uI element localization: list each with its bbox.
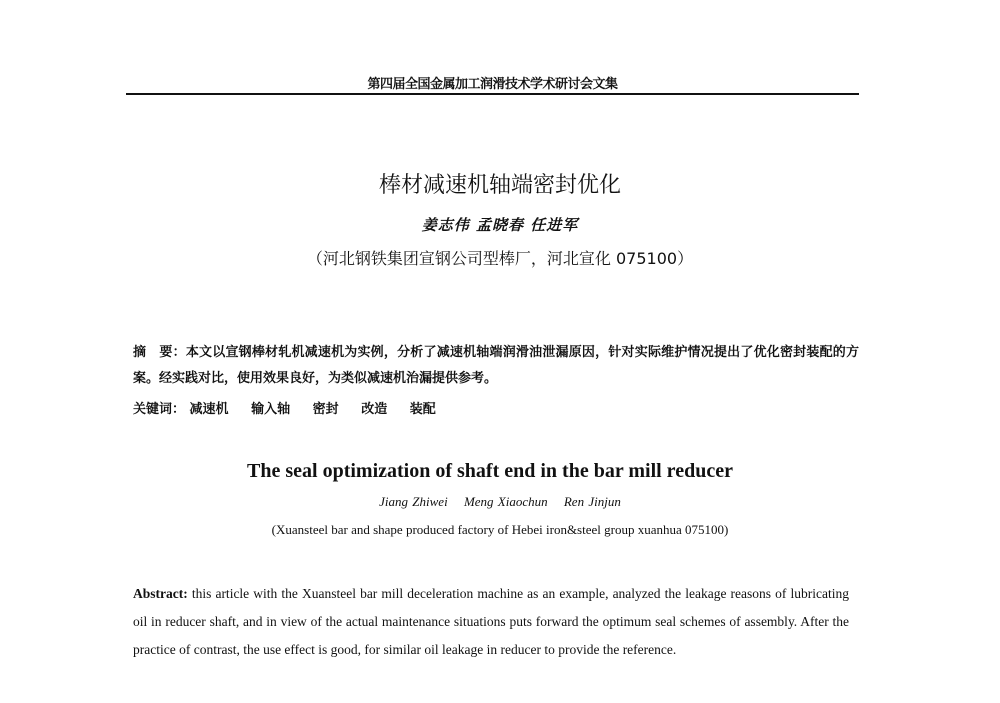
english-abstract-label: Abstract:: [133, 586, 188, 601]
keyword: 密封: [312, 402, 339, 417]
english-authors: [0, 494, 1000, 510]
chinese-affiliation: （河北钢铁集团宣钢公司型棒厂，河北宣化 075100）: [306, 249, 694, 268]
chinese-title: 棒材减速机轴端密封优化: [378, 173, 621, 198]
english-title: The seal optimization of shaft end in the bar mill reducer: [247, 460, 733, 482]
english-author: Jiang Zhiwei: [379, 494, 448, 509]
chinese-abstract: [133, 340, 859, 392]
keyword: 减速机: [189, 402, 229, 417]
chinese-keywords-label: 关键词：: [133, 402, 186, 417]
keyword: 输入轴: [251, 402, 291, 417]
english-abstract-text: this article with the Xuansteel bar mill deceleration machine as an example, analyzed the leakage reasons of lubricating oil in reducer shaft, and in view of the actual maintenance situations puts forward the optimum seal schemes of assembly. After the practice of contrast, the use effect is good, for similar oil leakage in reducer to provide the reference.: [133, 586, 849, 657]
english-affiliation: (Xuansteel bar and shape produced factory of Hebei iron&steel group xuanhua 075100): [271, 522, 729, 537]
chinese-keywords: [133, 398, 454, 417]
english-abstract: [133, 580, 849, 664]
english-author: Ren Jinjun: [563, 494, 621, 509]
chinese-abstract-label: 摘 要：: [133, 345, 186, 360]
keyword: 改造: [361, 402, 388, 417]
header-rule: [126, 93, 859, 95]
chinese-abstract-text: 本文以宣钢棒材轧机减速机为实例，分析了减速机轴端润滑油泄漏原因，针对实际维护情况提出了优化密封装配的方案。经实践对比，使用效果良好，为类似减速机治漏提供参考。: [133, 345, 859, 386]
chinese-authors: 姜志伟 孟晓春 任进军: [421, 216, 579, 234]
running-header: 第四届全国金属加工润滑技术学术研讨会文集: [367, 77, 618, 92]
english-author: Meng Xiaochun: [463, 494, 548, 509]
keyword: 装配: [409, 402, 436, 417]
